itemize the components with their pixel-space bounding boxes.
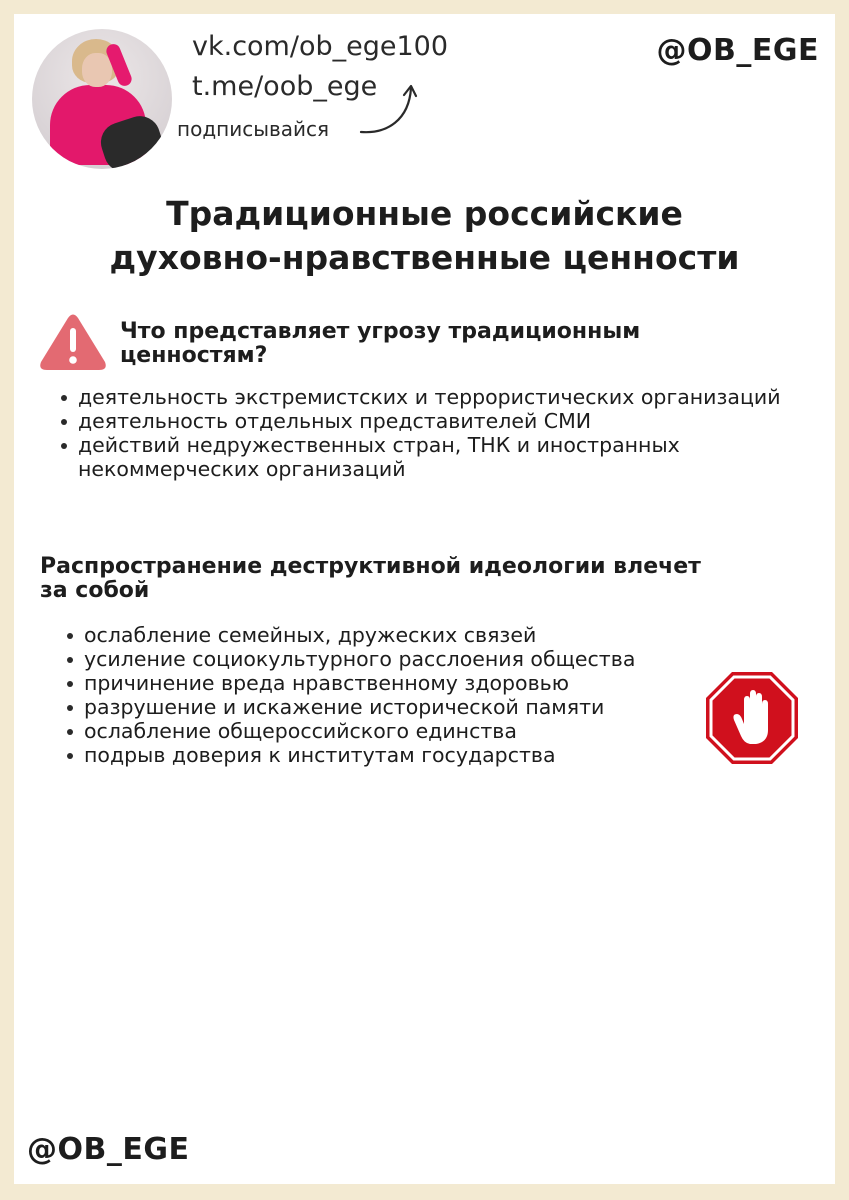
- subscribe-label: подписывайся: [177, 117, 330, 141]
- list-item: причинение вреда нравственному здоровью: [64, 671, 704, 695]
- threats-heading: [120, 320, 740, 368]
- list-item: действий недружественных стран, ТНК и иностранных некоммерческих организаций: [58, 433, 698, 481]
- list-item: усиление социокультурного расслоения общества: [64, 647, 704, 671]
- header-handle: @OB_EGE: [656, 33, 819, 68]
- consequences-heading-line-2: за собой: [40, 578, 150, 603]
- threats-heading-line-1: Что представляет угрозу традиционным: [120, 319, 641, 344]
- stop-hand-icon: [704, 670, 800, 766]
- list-item: деятельность отдельных представителей СМИ: [58, 409, 828, 433]
- warning-triangle-icon: [38, 312, 108, 372]
- footer-handle: @OB_EGE: [27, 1132, 190, 1167]
- list-item: подрыв доверия к институтам государства: [64, 743, 704, 767]
- list-item: ослабление семейных, дружеских связей: [64, 623, 704, 647]
- page-title-line-1: Традиционные российские: [166, 194, 683, 233]
- page-title-line-2: духовно-нравственные ценности: [109, 238, 740, 277]
- consequences-list: [64, 623, 704, 767]
- page-card: [14, 14, 835, 1184]
- list-item: деятельность экстремистских и террористических организаций: [58, 385, 828, 409]
- list-item: разрушение и искажение исторической памяти: [64, 695, 704, 719]
- threats-list: [58, 385, 828, 481]
- curved-arrow-icon: [359, 80, 419, 140]
- telegram-link[interactable]: t.me/oob_ege: [192, 71, 378, 102]
- avatar-figure-face: [82, 53, 112, 87]
- avatar[interactable]: [32, 29, 172, 169]
- page-title: [14, 192, 835, 280]
- list-item: ослабление общероссийского единства: [64, 719, 704, 743]
- consequences-heading: [40, 555, 830, 603]
- threats-heading-line-2: ценностям?: [120, 343, 268, 368]
- consequences-heading-line-1: Распространение деструктивной идеологии влечет: [40, 554, 701, 579]
- vk-link[interactable]: vk.com/ob_ege100: [192, 31, 449, 62]
